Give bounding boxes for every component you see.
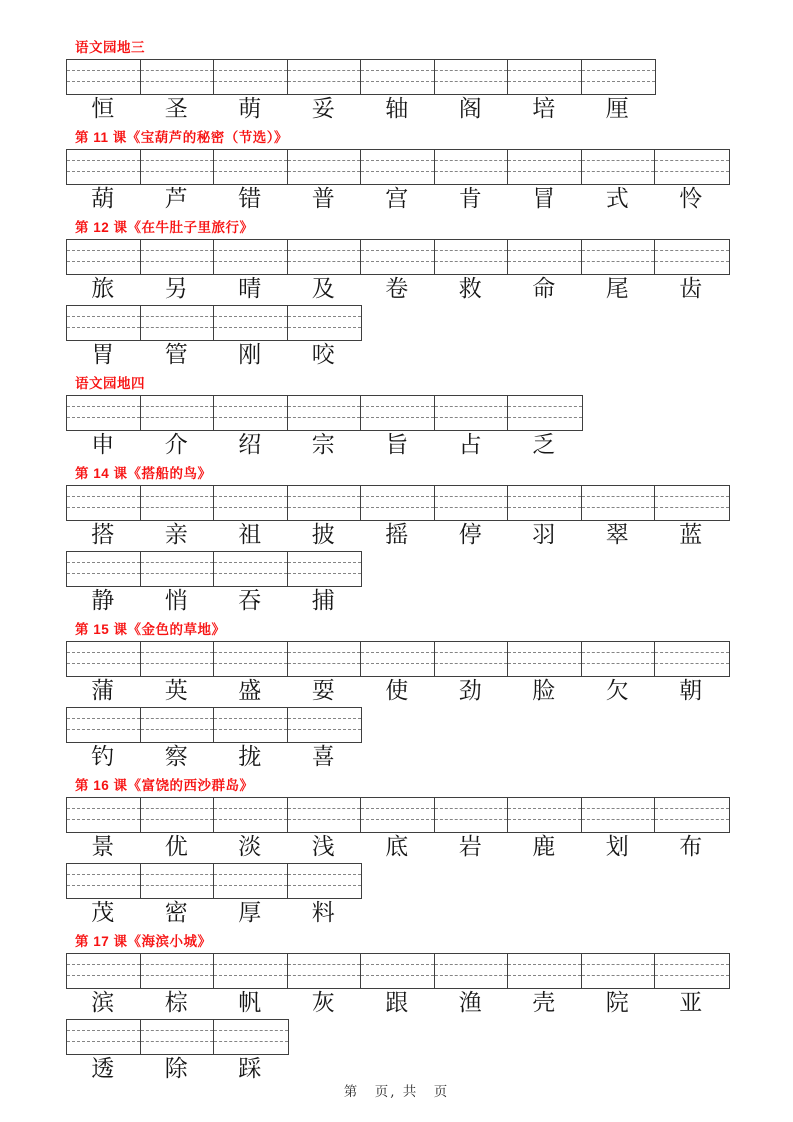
character: 芦 <box>164 186 188 212</box>
character: 布 <box>679 834 703 860</box>
writing-cell <box>508 396 582 430</box>
writing-grid <box>66 641 730 677</box>
writing-cell <box>214 396 288 430</box>
writing-cell <box>361 150 435 184</box>
character: 妥 <box>311 96 335 122</box>
writing-cell <box>288 954 362 988</box>
character: 悄 <box>164 588 188 614</box>
writing-cell <box>582 60 656 94</box>
character: 踩 <box>238 1056 262 1082</box>
character-row <box>66 97 793 122</box>
writing-cell <box>508 486 582 520</box>
writing-grid <box>66 551 362 587</box>
writing-cell <box>582 486 656 520</box>
character: 培 <box>532 96 556 122</box>
character: 底 <box>385 834 409 860</box>
character: 英 <box>164 678 188 704</box>
character: 尾 <box>605 276 629 302</box>
character: 齿 <box>679 276 703 302</box>
character: 捕 <box>311 588 335 614</box>
writing-cell <box>214 708 288 742</box>
character: 轴 <box>385 96 409 122</box>
writing-cell <box>655 954 729 988</box>
character: 命 <box>532 276 556 302</box>
character: 料 <box>311 900 335 926</box>
character: 介 <box>164 432 188 458</box>
character: 划 <box>605 834 629 860</box>
section-title: 第 16 课《富饶的西沙群岛》 <box>75 778 254 793</box>
writing-cell <box>582 798 656 832</box>
writing-grid <box>66 59 656 95</box>
writing-cell <box>508 240 582 274</box>
character-row <box>66 433 793 458</box>
writing-cell <box>582 642 656 676</box>
writing-cell <box>435 60 509 94</box>
character: 宗 <box>311 432 335 458</box>
writing-cell <box>141 396 215 430</box>
character: 滨 <box>91 990 115 1016</box>
worksheet-section <box>66 778 793 926</box>
writing-cell <box>361 60 435 94</box>
writing-cell <box>435 150 509 184</box>
writing-cell <box>508 150 582 184</box>
character: 搭 <box>91 522 115 548</box>
character: 披 <box>311 522 335 548</box>
character-row <box>66 835 793 860</box>
writing-cell <box>67 954 141 988</box>
character: 透 <box>91 1056 115 1082</box>
writing-grid <box>66 485 730 521</box>
worksheet-section <box>66 622 793 770</box>
writing-cell <box>214 552 288 586</box>
character: 恒 <box>91 96 115 122</box>
character: 耍 <box>311 678 335 704</box>
writing-cell <box>288 798 362 832</box>
character: 冒 <box>532 186 556 212</box>
section-title: 第 12 课《在牛肚子里旅行》 <box>75 220 254 235</box>
character-row <box>66 589 793 614</box>
writing-cell <box>67 486 141 520</box>
character-row <box>66 343 793 368</box>
character-row <box>66 901 793 926</box>
writing-cell <box>141 708 215 742</box>
character: 旨 <box>385 432 409 458</box>
character: 灰 <box>311 990 335 1016</box>
writing-cell <box>655 798 729 832</box>
character-row <box>66 187 793 212</box>
character: 鹿 <box>532 834 556 860</box>
writing-cell <box>67 240 141 274</box>
writing-cell <box>214 60 288 94</box>
writing-grid <box>66 149 730 185</box>
writing-cell <box>67 150 141 184</box>
writing-cell <box>435 396 509 430</box>
character: 绍 <box>238 432 262 458</box>
writing-cell <box>288 864 362 898</box>
writing-cell <box>214 150 288 184</box>
writing-cell <box>67 864 141 898</box>
character: 钓 <box>91 744 115 770</box>
character: 肯 <box>458 186 482 212</box>
character: 盛 <box>238 678 262 704</box>
character: 及 <box>311 276 335 302</box>
character-row <box>66 523 793 548</box>
writing-cell <box>141 798 215 832</box>
writing-cell <box>435 240 509 274</box>
character: 卷 <box>385 276 409 302</box>
section-title: 第 17 课《海滨小城》 <box>75 934 212 949</box>
writing-cell <box>288 642 362 676</box>
character: 亲 <box>164 522 188 548</box>
character: 亚 <box>679 990 703 1016</box>
writing-cell <box>67 798 141 832</box>
character: 壳 <box>532 990 556 1016</box>
writing-cell <box>67 396 141 430</box>
worksheet-section <box>66 40 793 122</box>
character: 乏 <box>532 432 556 458</box>
writing-grid <box>66 1019 289 1055</box>
writing-cell <box>214 486 288 520</box>
character: 另 <box>164 276 188 302</box>
writing-cell <box>141 552 215 586</box>
writing-cell <box>508 60 582 94</box>
writing-cell <box>288 486 362 520</box>
character: 萌 <box>238 96 262 122</box>
writing-cell <box>582 240 656 274</box>
writing-cell <box>214 240 288 274</box>
section-title: 语文园地三 <box>75 40 145 55</box>
writing-cell <box>288 60 362 94</box>
character: 帆 <box>238 990 262 1016</box>
writing-cell <box>361 954 435 988</box>
writing-cell <box>361 396 435 430</box>
character-row <box>66 745 793 770</box>
character: 错 <box>238 186 262 212</box>
worksheet-section <box>66 376 793 458</box>
character-row <box>66 991 793 1016</box>
writing-cell <box>655 486 729 520</box>
worksheet-section <box>66 934 793 1082</box>
character: 劲 <box>458 678 482 704</box>
writing-cell <box>67 60 141 94</box>
character: 刚 <box>238 342 262 368</box>
writing-cell <box>141 642 215 676</box>
character: 棕 <box>164 990 188 1016</box>
character: 跟 <box>385 990 409 1016</box>
character: 朝 <box>679 678 703 704</box>
character-row <box>66 1057 793 1082</box>
writing-grid <box>66 707 362 743</box>
writing-grid <box>66 953 730 989</box>
writing-cell <box>435 954 509 988</box>
writing-grid <box>66 239 730 275</box>
writing-cell <box>214 954 288 988</box>
character: 景 <box>91 834 115 860</box>
writing-cell <box>141 306 215 340</box>
section-title: 第 14 课《搭船的鸟》 <box>75 466 212 481</box>
character-row <box>66 679 793 704</box>
writing-cell <box>141 1020 215 1054</box>
worksheet-section <box>66 220 793 368</box>
writing-cell <box>214 642 288 676</box>
writing-cell <box>288 708 362 742</box>
writing-cell <box>655 642 729 676</box>
writing-cell <box>435 642 509 676</box>
writing-cell <box>361 240 435 274</box>
character: 怜 <box>679 186 703 212</box>
character: 葫 <box>91 186 115 212</box>
writing-cell <box>288 240 362 274</box>
writing-cell <box>141 486 215 520</box>
writing-cell <box>361 798 435 832</box>
writing-cell <box>67 1020 141 1054</box>
character: 蓝 <box>679 522 703 548</box>
writing-cell <box>508 798 582 832</box>
character: 蒲 <box>91 678 115 704</box>
character: 厘 <box>605 96 629 122</box>
writing-cell <box>214 798 288 832</box>
character: 欠 <box>605 678 629 704</box>
worksheet-section <box>66 466 793 614</box>
character: 淡 <box>238 834 262 860</box>
writing-cell <box>141 954 215 988</box>
character: 除 <box>164 1056 188 1082</box>
section-title: 语文园地四 <box>75 376 145 391</box>
writing-cell <box>67 708 141 742</box>
writing-cell <box>288 306 362 340</box>
writing-cell <box>141 240 215 274</box>
character: 咬 <box>311 342 335 368</box>
writing-cell <box>141 150 215 184</box>
writing-cell <box>141 60 215 94</box>
character: 占 <box>458 432 482 458</box>
character: 管 <box>164 342 188 368</box>
character: 摇 <box>385 522 409 548</box>
writing-cell <box>582 954 656 988</box>
writing-cell <box>361 642 435 676</box>
writing-cell <box>435 798 509 832</box>
writing-cell <box>508 642 582 676</box>
character: 脸 <box>532 678 556 704</box>
section-title: 第 15 课《金色的草地》 <box>75 622 226 637</box>
character: 式 <box>605 186 629 212</box>
character: 申 <box>91 432 115 458</box>
character: 拢 <box>238 744 262 770</box>
writing-cell <box>508 954 582 988</box>
character: 密 <box>164 900 188 926</box>
writing-cell <box>214 1020 288 1054</box>
writing-cell <box>655 150 729 184</box>
character: 院 <box>605 990 629 1016</box>
character: 厚 <box>238 900 262 926</box>
writing-cell <box>67 552 141 586</box>
character: 翠 <box>605 522 629 548</box>
worksheet-sections <box>66 40 793 1082</box>
character: 旅 <box>91 276 115 302</box>
character: 浅 <box>311 834 335 860</box>
character: 圣 <box>164 96 188 122</box>
writing-cell <box>214 864 288 898</box>
writing-cell <box>288 150 362 184</box>
writing-cell <box>582 150 656 184</box>
writing-grid <box>66 863 362 899</box>
character: 胃 <box>91 342 115 368</box>
character: 喜 <box>311 744 335 770</box>
page-footer: 第 页, 共 页 <box>343 1084 450 1100</box>
writing-cell <box>67 306 141 340</box>
writing-cell <box>141 864 215 898</box>
character: 救 <box>458 276 482 302</box>
character: 察 <box>164 744 188 770</box>
character-row <box>66 277 793 302</box>
character: 普 <box>311 186 335 212</box>
writing-cell <box>214 306 288 340</box>
writing-cell <box>655 240 729 274</box>
worksheet-section <box>66 130 793 212</box>
section-title: 第 11 课《宝葫芦的秘密（节选）》 <box>75 130 289 145</box>
writing-cell <box>288 552 362 586</box>
writing-grid <box>66 305 362 341</box>
character: 渔 <box>458 990 482 1016</box>
writing-cell <box>288 396 362 430</box>
character: 静 <box>91 588 115 614</box>
character: 晴 <box>238 276 262 302</box>
character: 停 <box>458 522 482 548</box>
writing-cell <box>361 486 435 520</box>
character: 宫 <box>385 186 409 212</box>
character: 优 <box>164 834 188 860</box>
writing-grid <box>66 797 730 833</box>
character: 羽 <box>532 522 556 548</box>
character: 阁 <box>458 96 482 122</box>
character: 岩 <box>458 834 482 860</box>
character: 使 <box>385 678 409 704</box>
writing-grid <box>66 395 583 431</box>
character: 祖 <box>238 522 262 548</box>
character: 吞 <box>238 588 262 614</box>
writing-cell <box>67 642 141 676</box>
character: 茂 <box>91 900 115 926</box>
writing-cell <box>435 486 509 520</box>
